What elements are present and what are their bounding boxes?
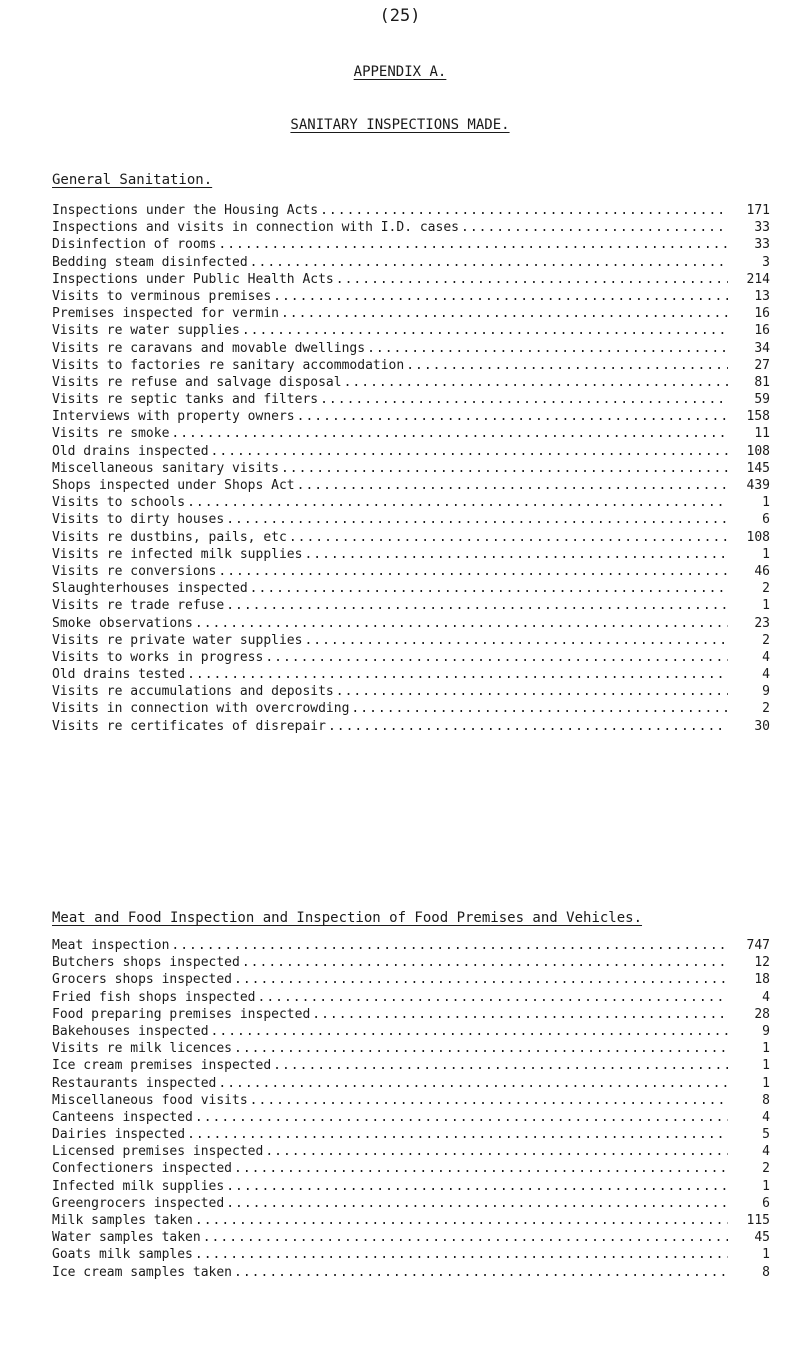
item-label: Meat inspection [52, 938, 170, 953]
item-count: 8 [762, 1092, 770, 1108]
item-count: 13 [754, 288, 770, 304]
dot-leader [187, 494, 728, 511]
list-item [52, 937, 770, 954]
item-label: Visits re certificates of disrepair [52, 718, 326, 734]
item-label: Licensed premises inspected [52, 1144, 264, 1160]
list-item [52, 340, 770, 357]
item-count: 8 [762, 1264, 770, 1280]
list-item [52, 700, 770, 717]
list-item [52, 1023, 770, 1040]
dot-leader [320, 391, 728, 408]
item-count: 33 [754, 220, 770, 236]
dot-leader [351, 700, 728, 717]
food-inspection-list [52, 937, 770, 1281]
dot-leader [281, 460, 728, 477]
dot-leader [234, 1264, 728, 1281]
item-label: Dairies inspected [52, 1127, 186, 1143]
list-item [52, 1126, 770, 1143]
item-count: 4 [762, 1144, 770, 1160]
item-label: Premises inspected for vermin [52, 306, 279, 322]
dot-leader [226, 1178, 728, 1195]
item-label: Fried fish shops inspected [52, 989, 256, 1005]
item-label: Ice cream samples taken [52, 1264, 233, 1280]
list-item [52, 357, 770, 374]
list-item [52, 374, 770, 391]
item-label: Visits re septic tanks and filters [52, 392, 319, 408]
list-item [52, 391, 770, 408]
list-item [52, 322, 770, 339]
item-count: 1 [762, 1075, 770, 1091]
item-count: 4 [762, 1109, 770, 1125]
item-count: 158 [746, 409, 770, 425]
dot-leader [226, 1195, 728, 1212]
dot-leader [195, 1212, 728, 1229]
item-label: Bedding steam disinfected [52, 254, 248, 270]
list-item [52, 425, 770, 442]
appendix-title-text: APPENDIX A. [353, 64, 447, 80]
item-count: 115 [746, 1213, 770, 1228]
dot-leader [406, 357, 728, 374]
item-label: Grocers shops inspected [52, 972, 233, 988]
item-label: Visits re milk licences [52, 1041, 233, 1057]
item-label: Water samples taken [52, 1230, 201, 1246]
item-count: 1 [762, 1247, 770, 1263]
item-count: 2 [762, 701, 770, 717]
item-count: 18 [754, 972, 770, 988]
dot-leader [250, 254, 728, 271]
item-count: 6 [762, 512, 770, 528]
item-label: Ice cream premises inspected [52, 1058, 272, 1074]
item-label: Shops inspected under Shops Act [52, 478, 295, 493]
dot-leader [226, 511, 728, 528]
dot-leader [336, 271, 728, 288]
dot-leader [242, 322, 728, 339]
dot-leader [297, 477, 728, 494]
item-count: 171 [746, 203, 770, 218]
list-item [52, 254, 770, 271]
dot-leader [171, 937, 728, 954]
list-item [52, 494, 770, 511]
dot-leader [265, 649, 728, 666]
dot-leader [320, 202, 728, 219]
list-item [52, 236, 770, 253]
list-item [52, 632, 770, 649]
item-count: 33 [754, 237, 770, 253]
list-item [52, 971, 770, 988]
item-label: Visits to works in progress [52, 649, 264, 665]
item-count: 3 [762, 254, 770, 270]
dot-leader [250, 1092, 728, 1109]
list-item [52, 271, 770, 288]
item-label: Old drains inspected [52, 443, 209, 459]
item-label: Goats milk samples [52, 1247, 193, 1263]
dot-leader [195, 1246, 728, 1263]
dot-leader [367, 340, 728, 357]
list-item [52, 1212, 770, 1229]
list-item [52, 580, 770, 597]
item-label: Visits to dirty houses [52, 512, 225, 528]
item-label: Visits re conversions [52, 563, 217, 579]
dot-leader [211, 443, 728, 460]
list-item [52, 1195, 770, 1212]
item-count: 145 [746, 460, 770, 476]
dot-leader [234, 971, 728, 988]
item-count: 6 [762, 1195, 770, 1211]
item-label: Visits re caravans and movable dwellings [52, 340, 366, 356]
list-item [52, 546, 770, 563]
item-label: Food preparing premises inspected [52, 1006, 311, 1022]
dot-leader [461, 219, 728, 236]
item-count: 27 [754, 357, 770, 373]
item-count: 30 [754, 718, 770, 734]
list-item [52, 989, 770, 1006]
dot-leader [234, 1160, 728, 1177]
dot-leader [242, 954, 728, 971]
item-label: Visits re smoke [52, 426, 170, 442]
list-item [52, 1057, 770, 1074]
dot-leader [273, 288, 728, 305]
list-item [52, 1143, 770, 1160]
item-label: Interviews with property owners [52, 409, 295, 425]
item-label: Slaughterhouses inspected [52, 581, 248, 597]
item-label: Bakehouses inspected [52, 1023, 209, 1039]
list-item [52, 615, 770, 632]
dot-leader [344, 374, 728, 391]
item-count: 28 [754, 1006, 770, 1022]
main-title-text: SANITARY INSPECTIONS MADE. [290, 117, 510, 133]
dot-leader [218, 563, 728, 580]
dot-leader [289, 529, 728, 546]
dot-leader [304, 632, 728, 649]
item-count: 9 [762, 684, 770, 700]
list-item [52, 563, 770, 580]
list-item [52, 1040, 770, 1057]
item-count: 1 [762, 1058, 770, 1074]
item-label: Canteens inspected [52, 1109, 193, 1125]
item-label: Butchers shops inspected [52, 955, 240, 971]
item-label: Disinfection of rooms [52, 237, 217, 253]
list-item [52, 288, 770, 305]
item-count: 11 [754, 426, 770, 442]
dot-leader [250, 580, 728, 597]
dot-leader [203, 1229, 728, 1246]
item-label: Milk samples taken [52, 1213, 193, 1228]
dot-leader [336, 683, 728, 700]
dot-leader [211, 1023, 728, 1040]
dot-leader [312, 1006, 728, 1023]
dot-leader [273, 1057, 728, 1074]
item-label: Visits to schools [52, 495, 186, 511]
dot-leader [218, 1075, 728, 1092]
item-count: 2 [762, 581, 770, 597]
dot-leader [187, 666, 728, 683]
dot-leader [281, 305, 728, 322]
item-label: Inspections under the Housing Acts [52, 203, 319, 218]
dot-leader [258, 989, 729, 1006]
dot-leader [304, 546, 728, 563]
list-item [52, 649, 770, 666]
appendix-title [0, 64, 800, 80]
item-count: 1 [762, 495, 770, 511]
dot-leader [171, 425, 728, 442]
item-label: Smoke observations [52, 615, 193, 631]
item-label: Inspections under Public Health Acts [52, 271, 334, 287]
item-count: 16 [754, 323, 770, 339]
dot-leader [328, 718, 728, 735]
list-item [52, 1006, 770, 1023]
list-item [52, 1246, 770, 1263]
item-label: Visits re infected milk supplies [52, 546, 303, 562]
item-count: 45 [754, 1230, 770, 1246]
item-count: 34 [754, 340, 770, 356]
list-item [52, 529, 770, 546]
item-label: Visits re dustbins, pails, etc [52, 529, 287, 545]
dot-leader [187, 1126, 728, 1143]
item-count: 4 [762, 989, 770, 1005]
section-heading-food-inspection: Meat and Food Inspection and Inspection of Food Premises and Vehicles. [52, 910, 643, 926]
item-label: Miscellaneous sanitary visits [52, 460, 279, 476]
list-item [52, 443, 770, 460]
dot-leader [195, 1109, 728, 1126]
page-number: (25) [379, 6, 421, 26]
list-item [52, 718, 770, 735]
item-count: 4 [762, 667, 770, 683]
list-item [52, 460, 770, 477]
item-label: Greengrocers inspected [52, 1195, 225, 1211]
item-count: 214 [746, 271, 770, 287]
item-label: Restaurants inspected [52, 1075, 217, 1091]
item-count: 1 [762, 598, 770, 614]
dot-leader [297, 408, 728, 425]
list-item [52, 477, 770, 494]
item-label: Visits re accumulations and deposits [52, 684, 334, 700]
list-item [52, 219, 770, 236]
list-item [52, 954, 770, 971]
item-count: 1 [762, 1041, 770, 1057]
item-count: 5 [762, 1127, 770, 1143]
item-count: 59 [754, 392, 770, 408]
list-item [52, 1092, 770, 1109]
list-item [52, 1075, 770, 1092]
dot-leader [265, 1143, 728, 1160]
item-label: Visits re private water supplies [52, 632, 303, 648]
list-item [52, 1160, 770, 1177]
item-label: Visits in connection with overcrowding [52, 701, 350, 717]
item-count: 439 [746, 478, 770, 493]
item-count: 108 [746, 443, 770, 459]
item-count: 747 [746, 938, 770, 953]
main-title [0, 117, 800, 133]
list-item [52, 1178, 770, 1195]
item-count: 2 [762, 1161, 770, 1177]
item-count: 81 [754, 374, 770, 390]
list-item [52, 1109, 770, 1126]
item-label: Infected milk supplies [52, 1178, 225, 1194]
item-label: Visits re trade refuse [52, 598, 225, 614]
dot-leader [195, 615, 728, 632]
list-item [52, 202, 770, 219]
item-count: 46 [754, 563, 770, 579]
item-count: 23 [754, 615, 770, 631]
item-label: Old drains tested [52, 667, 186, 683]
item-count: 4 [762, 649, 770, 665]
item-count: 1 [762, 1178, 770, 1194]
item-label: Visits to factories re sanitary accommodation [52, 357, 405, 373]
item-count: 12 [754, 955, 770, 971]
item-label: Inspections and visits in connection with I.D. cases [52, 220, 459, 236]
item-label: Visits re water supplies [52, 323, 240, 339]
list-item [52, 511, 770, 528]
list-item [52, 1229, 770, 1246]
general-sanitation-list [52, 202, 770, 735]
item-label: Miscellaneous food visits [52, 1092, 248, 1108]
list-item [52, 1264, 770, 1281]
list-item [52, 408, 770, 425]
dot-leader [218, 236, 728, 253]
dot-leader [226, 597, 728, 614]
item-label: Visits to verminous premises [52, 288, 272, 304]
item-count: 16 [754, 306, 770, 322]
item-count: 2 [762, 632, 770, 648]
dot-leader [234, 1040, 728, 1057]
item-count: 1 [762, 546, 770, 562]
item-count: 9 [762, 1023, 770, 1039]
item-label: Visits re refuse and salvage disposal [52, 374, 342, 390]
item-label: Confectioners inspected [52, 1161, 233, 1177]
section-heading-general-sanitation: General Sanitation. [52, 172, 213, 188]
list-item [52, 683, 770, 700]
list-item [52, 666, 770, 683]
list-item [52, 597, 770, 614]
list-item [52, 305, 770, 322]
item-count: 108 [746, 529, 770, 545]
